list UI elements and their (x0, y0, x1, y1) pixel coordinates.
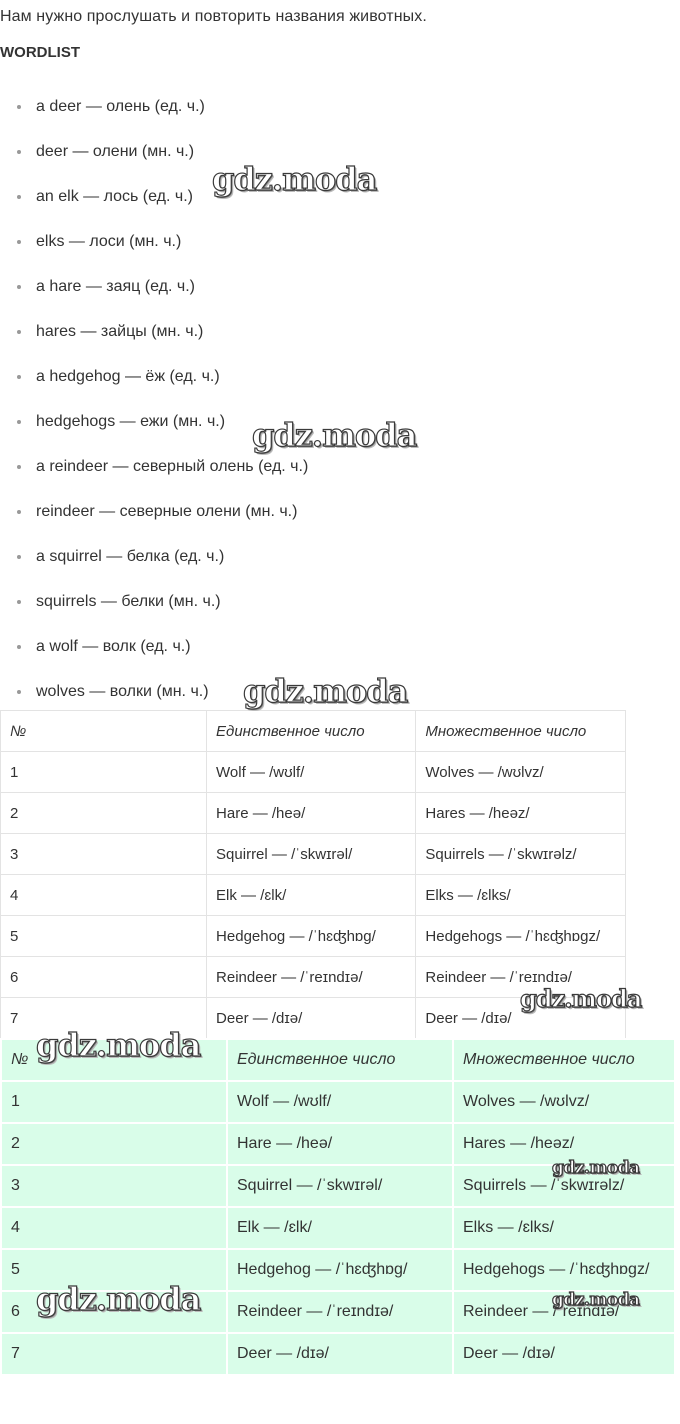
word-entry: reindeer — северные олени (мн. ч.) (36, 503, 298, 520)
bullet-icon (17, 195, 21, 199)
list-item (0, 354, 308, 399)
cell-number: 2 (1, 1123, 227, 1165)
bullet-icon (17, 330, 21, 334)
cell-number: 6 (1, 957, 207, 998)
bullet-icon (17, 285, 21, 289)
header-singular: Единственное число (227, 1039, 453, 1081)
header-plural: Множественное число (453, 1039, 675, 1081)
header-number: № (1, 1039, 227, 1081)
cell-singular: Deer — /dɪə/ (207, 998, 416, 1039)
list-item (0, 129, 308, 174)
cell-number: 5 (1, 916, 207, 957)
cell-plural: Hares — /heəz/ (416, 793, 626, 834)
table-row (1, 1081, 675, 1123)
watermark: gdz.moda (243, 672, 408, 710)
cell-number: 2 (1, 793, 207, 834)
bullet-icon (17, 465, 21, 469)
word-entry: a hedgehog — ёж (ед. ч.) (36, 368, 220, 385)
cell-plural: Wolves — /wʊlvz/ (416, 752, 626, 793)
cell-singular: Elk — /ɛlk/ (227, 1207, 453, 1249)
cell-singular: Squirrel — /ˈskwɪrəl/ (227, 1165, 453, 1207)
word-entry: a hare — заяц (ед. ч.) (36, 278, 195, 295)
cell-singular: Wolf — /wʊlf/ (227, 1081, 453, 1123)
watermark: gdz.moda (552, 1158, 640, 1178)
cell-singular: Squirrel — /ˈskwɪrəl/ (207, 834, 416, 875)
table-row (1, 1291, 675, 1333)
list-item (0, 309, 308, 354)
watermark: gdz.moda (36, 1026, 201, 1064)
bullet-icon (17, 555, 21, 559)
word-entry: hedgehogs — ежи (мн. ч.) (36, 413, 226, 430)
table-row (1, 998, 626, 1039)
watermark: gdz.moda (520, 984, 642, 1013)
table-header-row (1, 1039, 675, 1081)
cell-plural: Hedgehogs — /ˈhɛʤhɒgz/ (416, 916, 626, 957)
list-item (0, 174, 308, 219)
table-row (1, 752, 626, 793)
cell-number: 7 (1, 998, 207, 1039)
list-item (0, 264, 308, 309)
cell-number: 3 (1, 1165, 227, 1207)
table-row (1, 1123, 675, 1165)
word-entry: deer — олени (мн. ч.) (36, 143, 195, 160)
list-item (0, 219, 308, 264)
list-item (0, 534, 308, 579)
cell-singular: Elk — /ɛlk/ (207, 875, 416, 916)
cell-number: 1 (1, 1081, 227, 1123)
cell-plural: Elks — /ɛlks/ (453, 1207, 675, 1249)
cell-number: 1 (1, 752, 207, 793)
header-plural: Множественное число (416, 711, 626, 752)
cell-number: 3 (1, 834, 207, 875)
header-singular: Единственное число (207, 711, 416, 752)
cell-plural: Wolves — /wʊlvz/ (453, 1081, 675, 1123)
watermark: gdz.moda (212, 160, 377, 198)
cell-number: 7 (1, 1333, 227, 1375)
table-row (1, 875, 626, 916)
table-row (1, 834, 626, 875)
cell-plural: Reindeer — /ˈreɪndɪə/ (416, 957, 626, 998)
cell-singular: Deer — /dɪə/ (227, 1333, 453, 1375)
bullet-icon (17, 150, 21, 154)
table-row (1, 916, 626, 957)
bullet-icon (17, 375, 21, 379)
cell-number: 6 (1, 1291, 227, 1333)
bullet-icon (17, 600, 21, 604)
word-entry: a wolf — волк (ед. ч.) (36, 638, 191, 655)
word-entry: hares — зайцы (мн. ч.) (36, 323, 204, 340)
list-item (0, 399, 308, 444)
watermark: gdz.moda (36, 1280, 201, 1318)
word-entry: a deer — олень (ед. ч.) (36, 98, 205, 115)
cell-plural: Squirrels — /ˈskwɪrəlz/ (453, 1165, 675, 1207)
list-item (0, 669, 308, 714)
word-entry: a reindeer — северный олень (ед. ч.) (36, 458, 309, 475)
table-row (1, 1249, 675, 1291)
cell-number: 5 (1, 1249, 227, 1291)
word-entry: wolves — волки (мн. ч.) (36, 683, 209, 700)
watermark: gdz.moda (252, 416, 417, 454)
cell-singular: Reindeer — /ˈreɪndɪə/ (227, 1291, 453, 1333)
cell-singular: Hare — /heə/ (207, 793, 416, 834)
wordlist-heading: WORDLIST (0, 44, 80, 61)
transcription-table (0, 710, 626, 1039)
bullet-icon (17, 645, 21, 649)
cell-plural: Deer — /dɪə/ (416, 998, 626, 1039)
cell-singular: Reindeer — /ˈreɪndɪə/ (207, 957, 416, 998)
word-entry: a squirrel — белка (ед. ч.) (36, 548, 225, 565)
table-row (1, 1333, 675, 1375)
header-number: № (1, 711, 207, 752)
table-row (1, 793, 626, 834)
cell-plural: Squirrels — /ˈskwɪrəlz/ (416, 834, 626, 875)
table-header-row (1, 711, 626, 752)
cell-plural: Deer — /dɪə/ (453, 1333, 675, 1375)
list-item (0, 84, 308, 129)
table-row (1, 1207, 675, 1249)
cell-number: 4 (1, 875, 207, 916)
list-item (0, 579, 308, 624)
bullet-icon (17, 510, 21, 514)
word-list (0, 84, 308, 714)
list-item (0, 624, 308, 669)
table-row (1, 957, 626, 998)
cell-plural: Hedgehogs — /ˈhɛʤhɒgz/ (453, 1249, 675, 1291)
transcription-table-highlighted (0, 1038, 676, 1376)
bullet-icon (17, 240, 21, 244)
cell-singular: Wolf — /wʊlf/ (207, 752, 416, 793)
bullet-icon (17, 420, 21, 424)
word-entry: elks — лоси (мн. ч.) (36, 233, 182, 250)
watermark: gdz.moda (552, 1290, 640, 1310)
table-row (1, 1165, 675, 1207)
cell-plural: Elks — /ɛlks/ (416, 875, 626, 916)
word-entry: an elk — лось (ед. ч.) (36, 188, 193, 205)
cell-number: 4 (1, 1207, 227, 1249)
intro-text: Нам нужно прослушать и повторить названия животных. (0, 8, 427, 25)
list-item (0, 489, 308, 534)
cell-plural: Reindeer — /ˈreɪndɪə/ (453, 1291, 675, 1333)
cell-singular: Hedgehog — /ˈhɛʤhɒg/ (227, 1249, 453, 1291)
cell-singular: Hare — /heə/ (227, 1123, 453, 1165)
list-item (0, 444, 308, 489)
bullet-icon (17, 105, 21, 109)
cell-singular: Hedgehog — /ˈhɛʤhɒg/ (207, 916, 416, 957)
cell-plural: Hares — /heəz/ (453, 1123, 675, 1165)
word-entry: squirrels — белки (мн. ч.) (36, 593, 221, 610)
bullet-icon (17, 690, 21, 694)
